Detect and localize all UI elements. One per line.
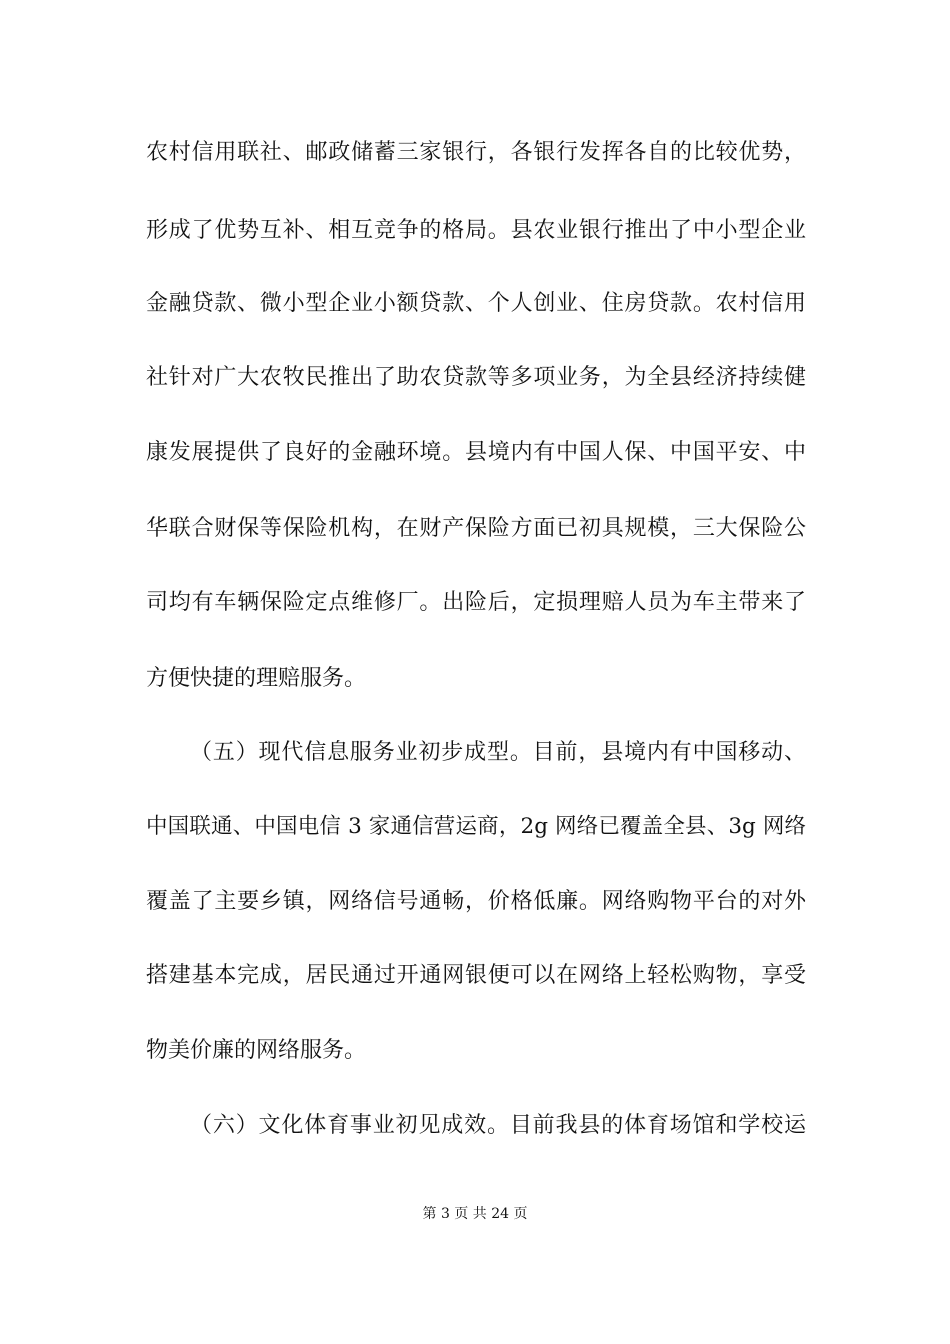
text-line: 中国联通、中国电信 3 家通信营运商，2g 网络已覆盖全县、3g 网络: [146, 814, 806, 839]
text-line: 形成了优势互补、相互竞争的格局。县农业银行推出了中小型企业: [146, 218, 806, 243]
section-heading-line: （五）现代信息服务业初步成型。目前，县境内有中国移动、: [190, 740, 806, 765]
page-number-footer: 第 3 页 共 24 页: [422, 1206, 528, 1222]
text-line: 康发展提供了良好的金融环境。县境内有中国人保、中国平安、中: [146, 440, 806, 465]
text-line: 覆盖了主要乡镇，网络信号通畅，价格低廉。网络购物平台的对外: [146, 889, 806, 914]
text-line: 方便快捷的理赔服务。: [146, 666, 367, 691]
text-line: 金融贷款、微小型企业小额贷款、个人创业、住房贷款。农村信用: [146, 291, 806, 316]
text-line: 社针对广大农牧民推出了助农贷款等多项业务，为全县经济持续健: [146, 365, 806, 390]
text-line: 华联合财保等保险机构，在财产保险方面已初具规模，三大保险公: [146, 516, 806, 541]
text-line: 农村信用联社、邮政储蓄三家银行，各银行发挥各自的比较优势，: [146, 140, 806, 165]
text-line: 搭建基本完成，居民通过开通网银便可以在网络上轻松购物，享受: [146, 963, 806, 988]
text-line: 物美价廉的网络服务。: [146, 1038, 367, 1063]
section-heading-line: （六）文化体育事业初见成效。目前我县的体育场馆和学校运: [190, 1113, 806, 1138]
text-line: 司均有车辆保险定点维修厂。出险后，定损理赔人员为车主带来了: [146, 590, 806, 615]
